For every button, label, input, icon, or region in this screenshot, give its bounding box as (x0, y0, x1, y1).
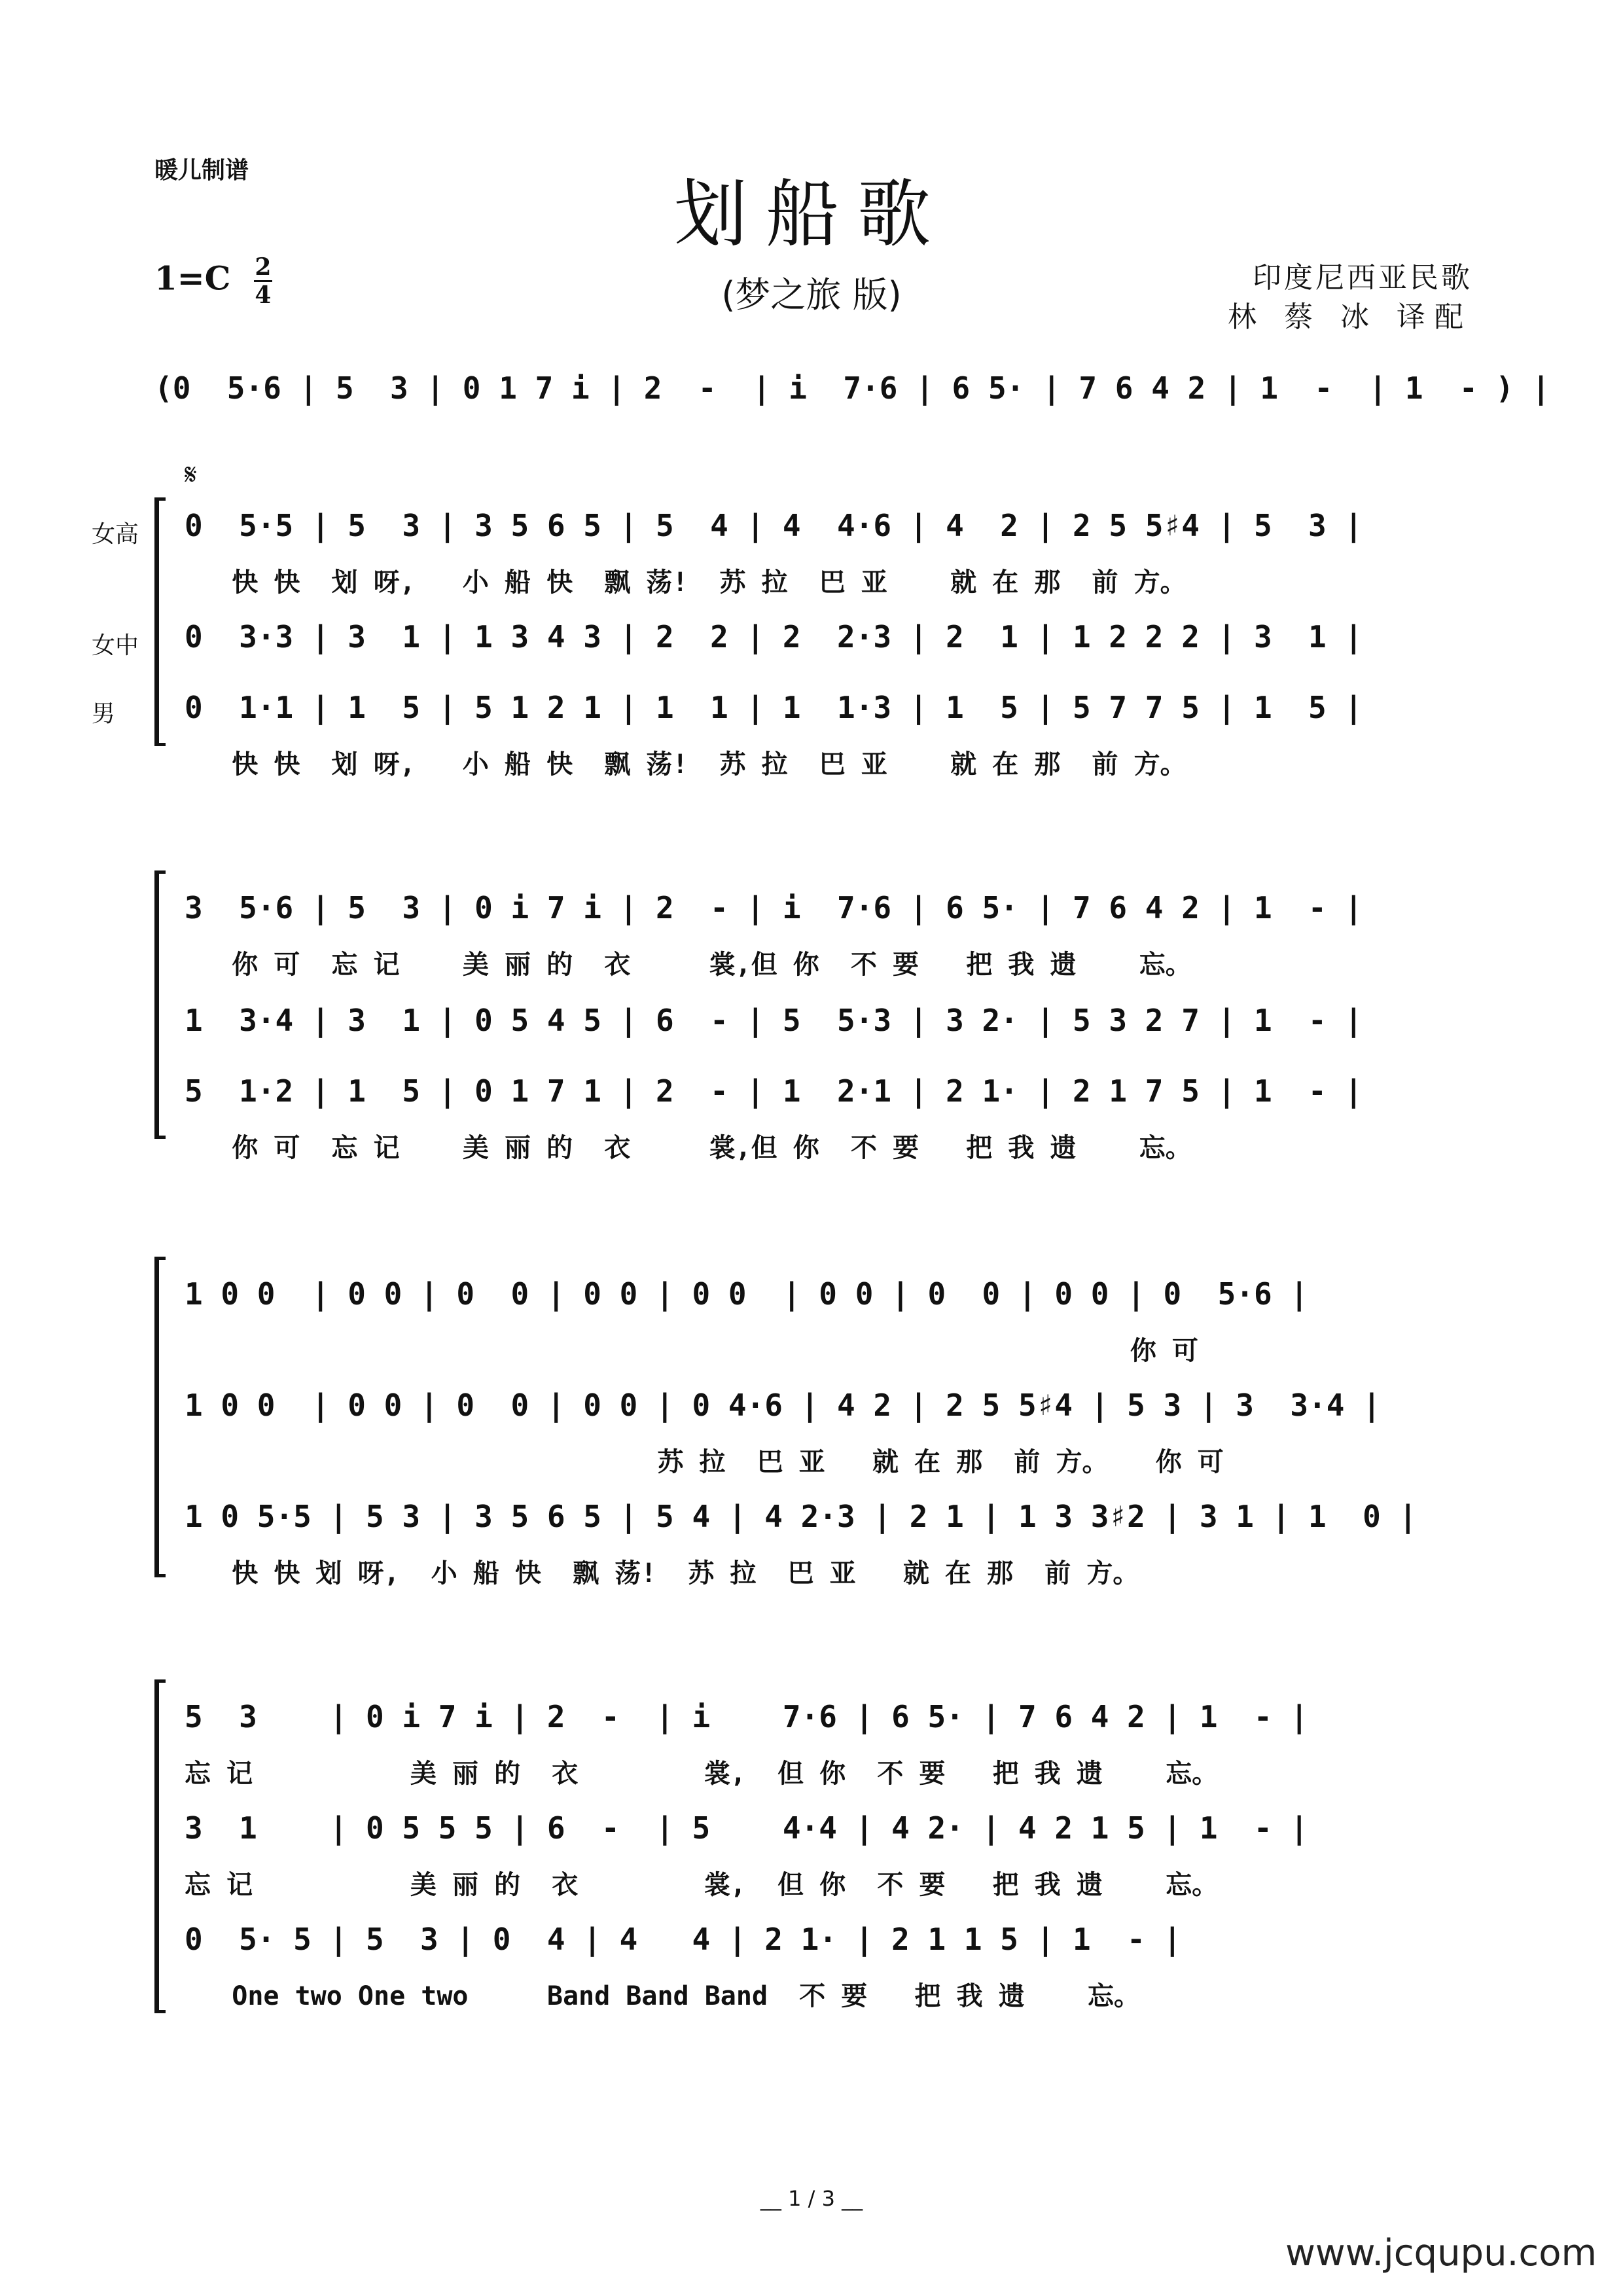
soprano-lyric: 忘 记 美 丽 的 衣 裳, 但 你 不 要 把 我 遗 忘。 (185, 1759, 1219, 1789)
alto-lyric: 苏 拉 巴 亚 就 在 那 前 方。 你 可 (185, 1447, 1224, 1477)
score-maker: 暖儿制谱 (154, 157, 249, 184)
arranger-credit: 林 蔡 冰 译配 (1228, 300, 1472, 334)
system-brace (154, 1257, 166, 1577)
site-watermark[interactable]: www.jcqupu.com (1285, 2232, 1597, 2274)
soprano-notes: 0 5·5 | 5 3 | 3 5 6 5 | 5 4 | 4 4·6 | 4 2 | 2 5 5♯4 | 5 3 | (185, 508, 1363, 543)
page-title: 划船歌 (674, 172, 949, 257)
alto-notes: 1 3·4 | 3 1 | 0 5 4 5 | 6 - | 5 5·3 | 3 2· | 5 3 2 7 | 1 - | (185, 1003, 1363, 1038)
male-notes: 5 1·2 | 1 5 | 0 1 7 1 | 2 - | 1 2·1 | 2 1· | 2 1 7 5 | 1 - | (185, 1073, 1363, 1109)
page-subtitle: (梦之旅 版) (721, 274, 902, 315)
system-brace (154, 497, 166, 746)
key-label: 1=C (154, 259, 231, 298)
part-label-soprano: 女高 (92, 521, 139, 548)
system-brace (154, 870, 166, 1139)
intro-line: (0 5·6 | 5 3 | 0 1 7 i | 2 - | i 7·6 | 6 5· | 7 6 4 2 | 1 - | 1 - ) | (154, 370, 1550, 406)
male-notes: 0 5· 5 | 5 3 | 0 4 | 4 4 | 2 1· | 2 1 1 5 | 1 - | (185, 1922, 1182, 1957)
alto-notes: 0 3·3 | 3 1 | 1 3 4 3 | 2 2 | 2 2·3 | 2 1 | 1 2 2 2 | 3 1 | (185, 619, 1363, 655)
male-lyric: 你 可 忘 记 美 丽 的 衣 裳,但 你 不 要 把 我 遗 忘。 (185, 1133, 1192, 1163)
male-lyric: 快 快 划 呀, 小 船 快 飘 荡! 苏 拉 巴 亚 就 在 那 前 方。 (185, 749, 1186, 780)
soprano-lyric: 快 快 划 呀, 小 船 快 飘 荡! 苏 拉 巴 亚 就 在 那 前 方。 (185, 567, 1186, 598)
male-notes: 1 0 5·5 | 5 3 | 3 5 6 5 | 5 4 | 4 2·3 | 2 1 | 1 3 3♯2 | 3 1 | 1 0 | (185, 1499, 1418, 1534)
male-lyric: One two One two Band Band Band 不 要 把 我 遗 忘。 (185, 1981, 1141, 2011)
time-top: 2 (255, 253, 272, 281)
origin-credit: 印度尼西亚民歌 (1253, 261, 1472, 295)
part-label-alto: 女中 (92, 632, 139, 659)
alto-notes: 3 1 | 0 5 5 5 | 6 - | 5 4·4 | 4 2· | 4 2 1 5 | 1 - | (185, 1810, 1309, 1846)
time-bottom: 4 (255, 281, 272, 309)
soprano-notes: 3 5·6 | 5 3 | 0 i 7 i | 2 - | i 7·6 | 6 5· | 7 6 4 2 | 1 - | (185, 890, 1363, 925)
segno-icon: 𝄋 (185, 458, 197, 492)
alto-lyric: 忘 记 美 丽 的 衣 裳, 但 你 不 要 把 我 遗 忘。 (185, 1870, 1219, 1900)
key-signature (154, 255, 272, 307)
time-signature (254, 255, 272, 307)
alto-notes: 1 0 0 | 0 0 | 0 0 | 0 0 | 0 4·6 | 4 2 | 2 5 5♯4 | 5 3 | 3 3·4 | (185, 1388, 1381, 1423)
part-label-male: 男 (92, 700, 116, 727)
soprano-notes: 1 0 0 | 0 0 | 0 0 | 0 0 | 0 0 | 0 0 | 0 0 | 0 0 | 0 5·6 | (185, 1276, 1309, 1312)
soprano-lyric: 你 可 忘 记 美 丽 的 衣 裳,但 你 不 要 把 我 遗 忘。 (185, 950, 1192, 980)
soprano-lyric: 你 可 (185, 1336, 1199, 1366)
system-brace (154, 1679, 166, 2013)
male-notes: 0 1·1 | 1 5 | 5 1 2 1 | 1 1 | 1 1·3 | 1 5 | 5 7 7 5 | 1 5 | (185, 690, 1363, 725)
male-lyric: 快 快 划 呀, 小 船 快 飘 荡! 苏 拉 巴 亚 就 在 那 前 方。 (185, 1558, 1139, 1588)
soprano-notes: 5 3 | 0 i 7 i | 2 - | i 7·6 | 6 5· | 7 6 4 2 | 1 - | (185, 1699, 1309, 1734)
page-number: __ 1 / 3 __ (760, 2186, 863, 2211)
